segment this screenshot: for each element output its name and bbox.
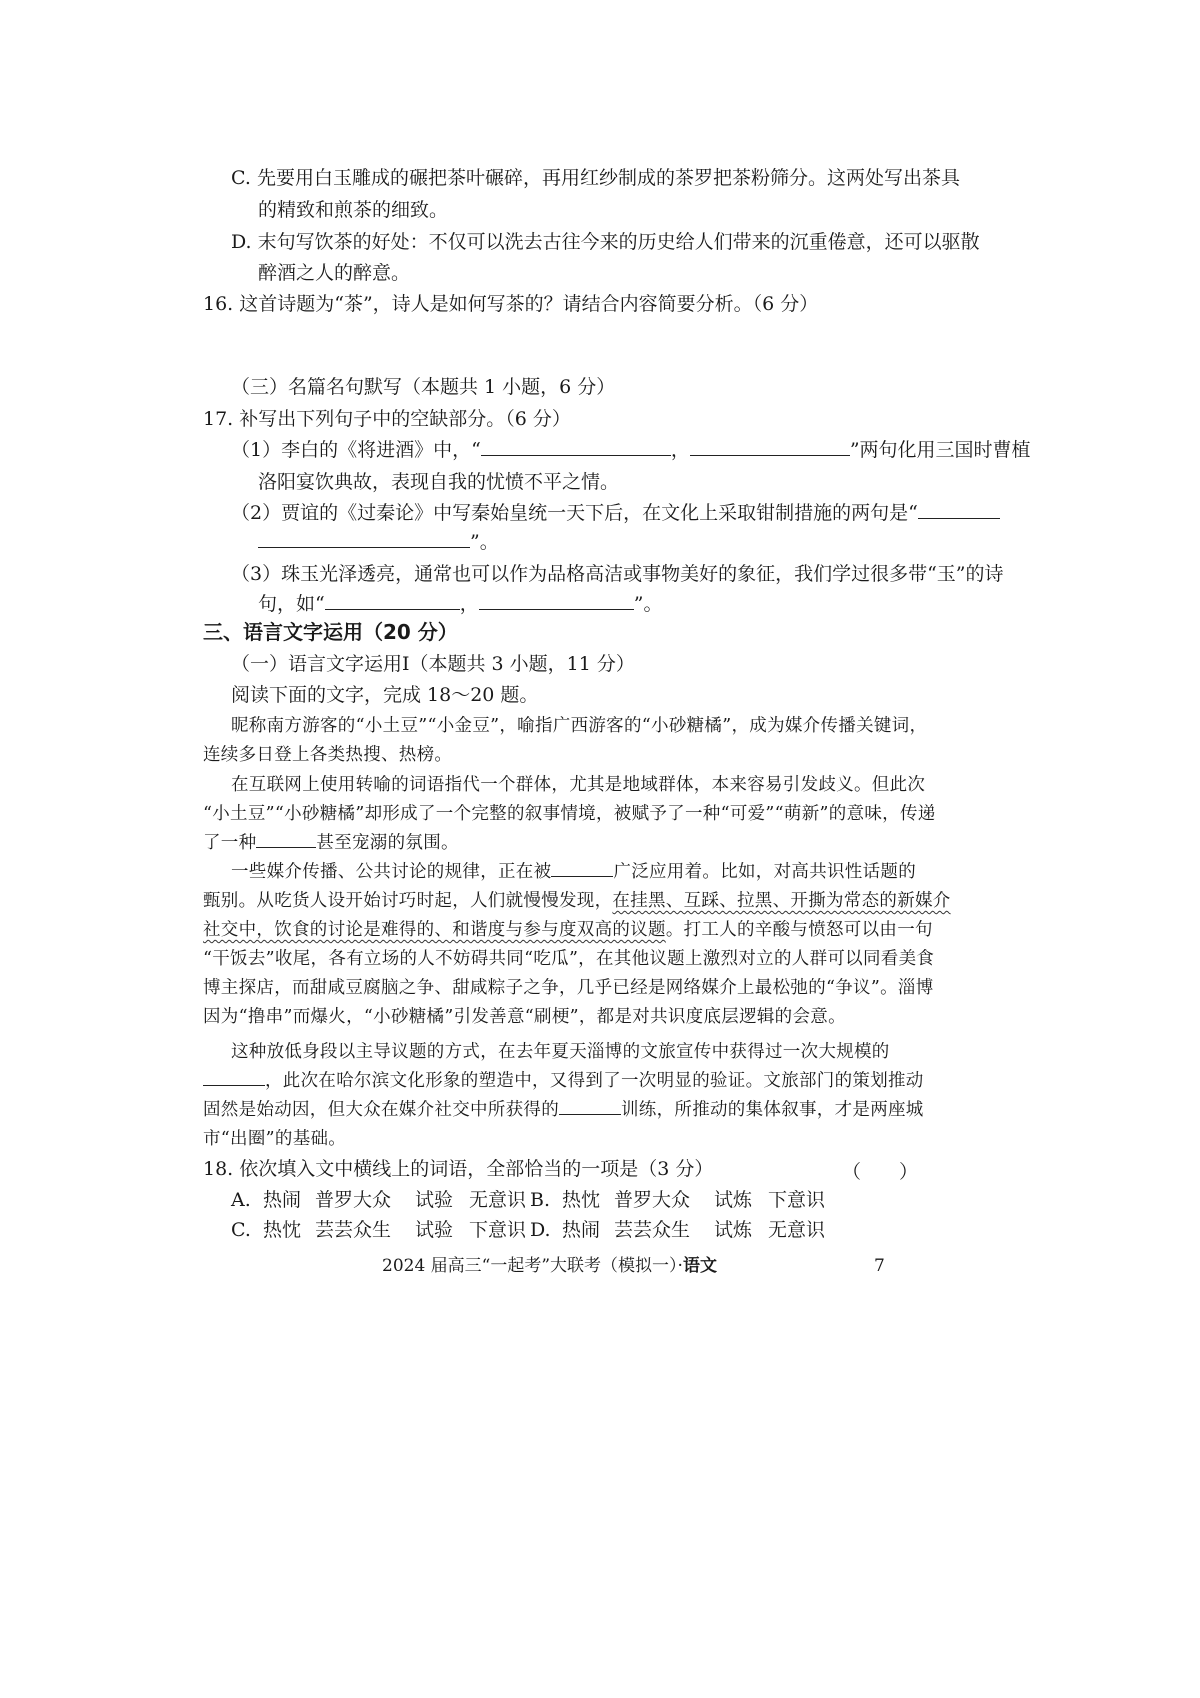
question-16: 16. 这首诗题为“茶”，诗人是如何写茶的？请结合内容简要分析。（6 分） <box>203 293 819 315</box>
option-label: D. <box>530 1219 551 1241</box>
passage-p4-line4: 市“出圈”的基础。 <box>203 1129 347 1149</box>
option-word: 试炼 <box>714 1189 753 1211</box>
p4-text-c: 训练，所推动的集体叙事，才是两座城 <box>621 1100 924 1120</box>
option-word: 热闹 <box>562 1219 601 1241</box>
answer-blank[interactable] <box>479 593 634 610</box>
option-word: 热忱 <box>263 1219 302 1241</box>
q18-option-a[interactable] <box>231 1188 526 1212</box>
fill-blank-2 <box>551 860 613 877</box>
passage-p3-line2 <box>203 889 951 913</box>
answer-blank[interactable] <box>258 531 470 548</box>
answer-blank[interactable] <box>481 439 671 456</box>
q17-item-1-line1 <box>231 438 1031 462</box>
option-word: 无意识 <box>768 1219 826 1241</box>
q17-item-1-line2: 洛阳宴饮典故，表现自我的忧愤不平之情。 <box>258 471 620 493</box>
option-word: 普罗大众 <box>614 1189 691 1211</box>
q18-option-c[interactable] <box>231 1218 526 1242</box>
p2-text-a: 了一种 <box>203 833 257 853</box>
q15-option-d-line1: D. 末句写饮茶的好处：不仅可以洗去古往今来的历史给人们带来的沉重倦意，还可以驱散 <box>231 231 980 253</box>
option-word: 芸芸众生 <box>614 1219 691 1241</box>
q17-item-3-line2 <box>258 592 662 616</box>
passage-p3-line5: 博主探店，而甜咸豆腐脑之争、甜咸粽子之争，几乎已经是网络媒介上最松弛的“争议”。淄博 <box>203 978 934 998</box>
footer-title: 2024 届高三“一起考”大联考（模拟一）· <box>382 1256 683 1276</box>
q17-3-text-b: 句，如“ <box>258 593 325 615</box>
p3-text-d: 。打工人的辛酸与愤怒可以由一句 <box>665 920 933 940</box>
passage-p3-line4: “干饭去”收尾，各有立场的人不妨碍共同“吃瓜”，在其他议题上激烈对立的人群可以同看美食 <box>203 949 935 969</box>
passage-p1-line2: 连续多日登上各类热搜、热榜。 <box>203 745 453 765</box>
q18-option-d[interactable] <box>530 1218 825 1242</box>
passage-p3-line3 <box>203 918 933 942</box>
q18-option-b[interactable] <box>530 1188 825 1212</box>
fill-blank-3 <box>203 1069 265 1086</box>
wavy-underlined-text: 社交中，饮食的讨论是难得的、和谐度与参与度双高的议题 <box>203 920 666 940</box>
footer-subject: 语文 <box>682 1256 717 1276</box>
passage-p3-line6: 因为“撸串”而爆火，“小砂糖橘”引发善意“刷梗”，都是对共识度底层逻辑的会意。 <box>203 1007 846 1027</box>
question-18-stem: 18. 依次填入文中横线上的词语，全部恰当的一项是（3 分） <box>203 1158 714 1180</box>
q17-3-text-d: ”。 <box>633 593 663 615</box>
passage-p1-line1: 昵称南方游客的“小土豆”“小金豆”，喻指广西游客的“小砂糖橘”，成为媒介传播关键词， <box>231 716 928 736</box>
fill-blank-1 <box>256 831 316 848</box>
part-3-subheading: （一）语言文字运用Ⅰ（本题共 3 小题，11 分） <box>231 653 635 675</box>
part-3-instruction: 阅读下面的文字，完成 18～20 题。 <box>231 684 539 706</box>
answer-blank[interactable] <box>918 502 1000 519</box>
option-label: A. <box>231 1189 251 1211</box>
answer-blank[interactable] <box>690 439 850 456</box>
section-3-heading: （三）名篇名句默写（本题共 1 小题，6 分） <box>231 376 616 398</box>
option-word: 热闹 <box>263 1189 302 1211</box>
q17-1-text-b: ， <box>670 439 690 461</box>
q17-3-text-c: ， <box>459 593 479 615</box>
p3-text-a: 一些媒介传播、公共讨论的规律，正在被 <box>231 862 552 882</box>
option-label: B. <box>530 1189 551 1211</box>
q17-item-3-line1: （3）珠玉光泽透亮，通常也可以作为品格高洁或事物美好的象征，我们学过很多带“玉”的诗 <box>231 563 1004 585</box>
option-word: 试验 <box>415 1219 454 1241</box>
option-word: 试炼 <box>714 1219 753 1241</box>
q17-item-2-line1 <box>231 501 1000 525</box>
option-word: 无意识 <box>469 1189 527 1211</box>
q17-2-text-a: （2）贾谊的《过秦论》中写秦始皇统一天下后，在文化上采取钳制措施的两句是“ <box>231 502 918 524</box>
question-17-stem: 17. 补写出下列句子中的空缺部分。（6 分） <box>203 408 571 430</box>
q17-item-2-line2 <box>258 530 499 554</box>
page-number: 7 <box>874 1256 885 1276</box>
passage-p2-line2: “小土豆”“小砂糖橘”却形成了一个完整的叙事情境，被赋予了一种“可爱”“萌新”的意味，传递 <box>203 804 936 824</box>
answer-blank[interactable] <box>325 593 460 610</box>
option-word: 芸芸众生 <box>315 1219 392 1241</box>
fill-blank-4 <box>559 1098 621 1115</box>
option-label: C. <box>231 1219 251 1241</box>
q17-1-text-a: （1）李白的《将进酒》中，“ <box>231 439 481 461</box>
q15-option-c-line1: C. 先要用白玉雕成的碾把茶叶碾碎，再用红纱制成的茶罗把茶粉筛分。这两处写出茶具 <box>231 167 960 189</box>
wavy-underlined-text: 在挂黑、互踩、拉黑、开撕为常态的新媒介 <box>612 891 951 911</box>
passage-p3-line1 <box>231 860 916 884</box>
q15-option-c-line2: 的精致和煎茶的细致。 <box>258 199 449 221</box>
p3-text-b: 广泛应用着。比如，对高共识性话题的 <box>613 862 917 882</box>
option-word: 下意识 <box>768 1189 826 1211</box>
page-footer <box>382 1254 717 1278</box>
option-word: 下意识 <box>469 1219 527 1241</box>
q15-option-d-line2: 醉酒之人的醉意。 <box>258 262 411 284</box>
option-word: 试验 <box>415 1189 454 1211</box>
passage-p4-line1: 这种放低身段以主导议题的方式，在去年夏天淄博的文旅宣传中获得过一次大规模的 <box>231 1042 890 1062</box>
answer-parentheses[interactable]: （ ） <box>842 1161 919 1183</box>
p4-text-a: ，此次在哈尔滨文化形象的塑造中，又得到了一次明显的验证。文旅部门的策划推动 <box>265 1071 924 1091</box>
p4-text-b: 固然是始动因，但大众在媒介社交中所获得的 <box>203 1100 559 1120</box>
passage-p4-line3 <box>203 1098 924 1122</box>
p2-text-b: 甚至宠溺的氛围。 <box>316 833 459 853</box>
q17-2-text-b: ”。 <box>470 531 499 553</box>
passage-p2-line1: 在互联网上使用转喻的词语指代一个群体，尤其是地域群体，本来容易引发歧义。但此次 <box>231 775 926 795</box>
passage-p2-line3 <box>203 831 459 855</box>
q17-1-text-c: ”两句化用三国时曹植 <box>849 439 1031 461</box>
option-word: 普罗大众 <box>315 1189 392 1211</box>
part-3-title: 三、语言文字运用（20 分） <box>203 620 458 644</box>
passage-p4-line2 <box>203 1069 924 1093</box>
option-word: 热忱 <box>562 1189 601 1211</box>
p3-text-c: 甄别。从吃货人设开始讨巧时起，人们就慢慢发现， <box>203 891 613 911</box>
